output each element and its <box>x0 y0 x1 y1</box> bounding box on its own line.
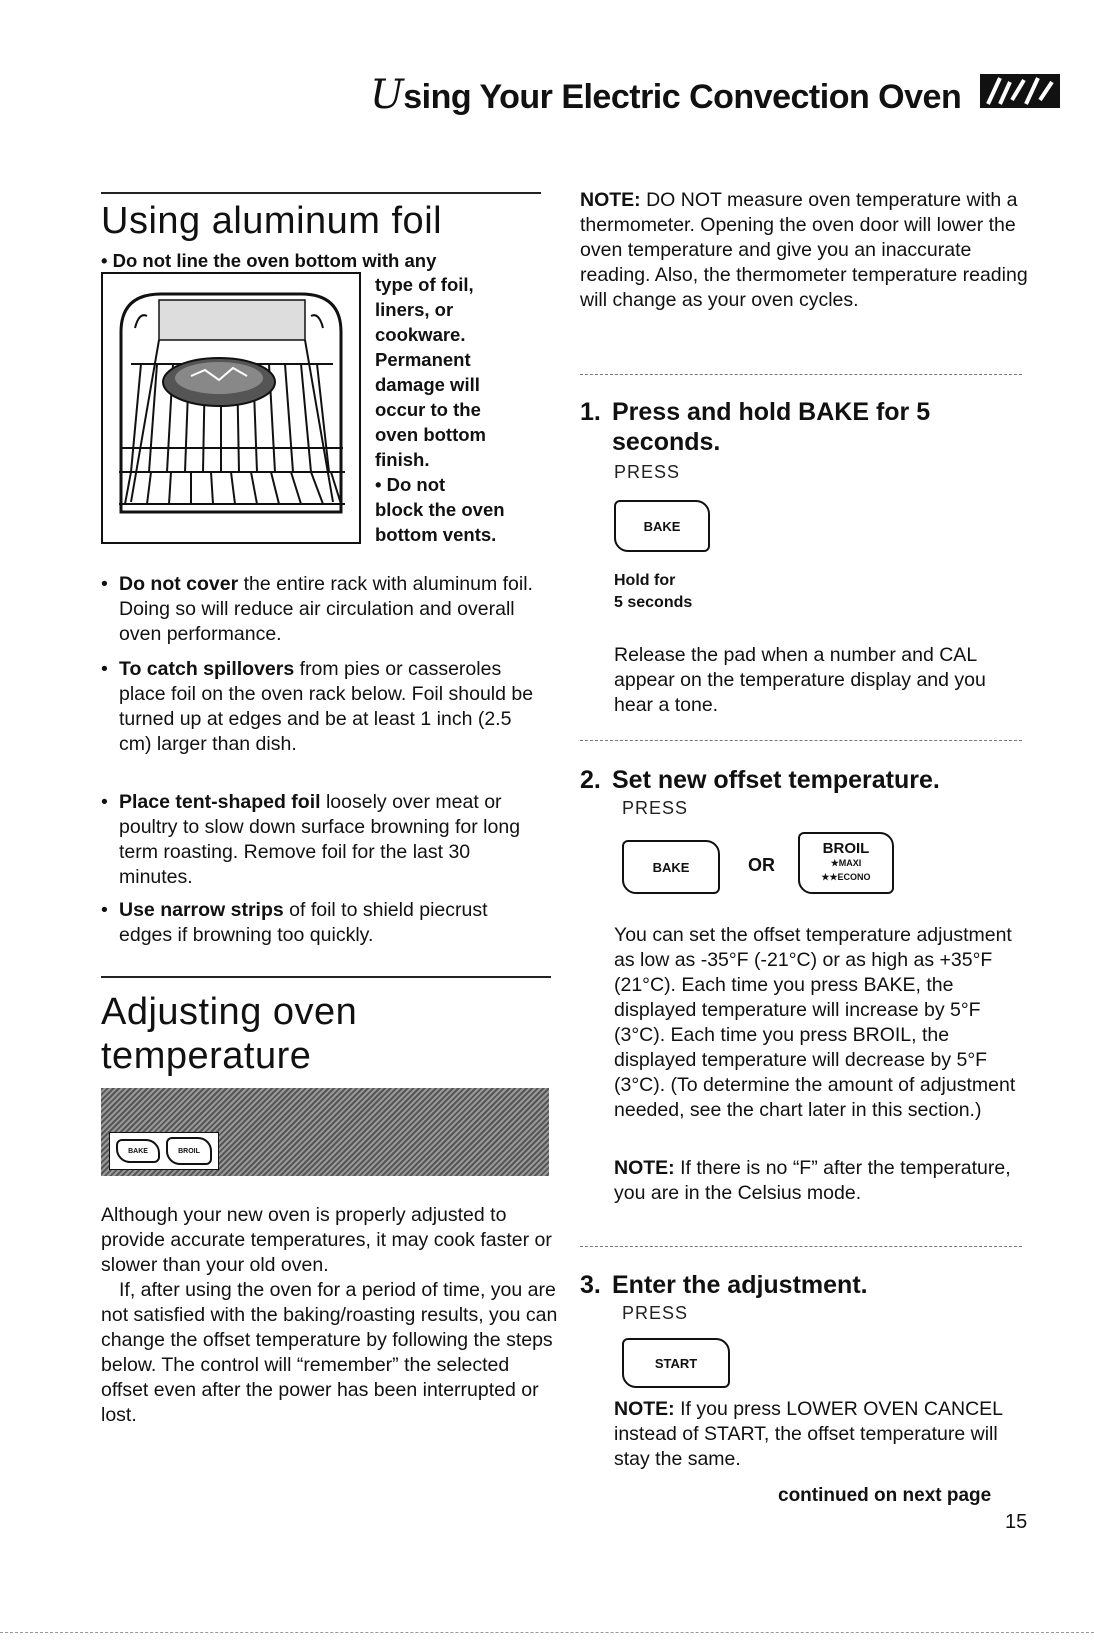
step3-number: 3. <box>580 1271 601 1299</box>
note-text: DO NOT measure oven temperature with a thermometer. Opening the oven door will lower the oven temperature and give you an inaccurate reading. Also, the thermometer temperature reading will change as your oven cycles. <box>580 189 1028 311</box>
bullet-text: of foil to shield piecrust edges if browning too quickly. <box>119 899 488 946</box>
note-celsius <box>614 1156 1014 1206</box>
bake-pad-button[interactable]: BAKE <box>614 500 710 552</box>
adjust-para1: Although your new oven is properly adjusted to provide accurate temperatures, it may cook faster or slower than your old oven. <box>101 1204 552 1276</box>
banner-pad-group <box>109 1132 219 1170</box>
foil-bullet-5: • Use narrow strips of foil to shield piecrust edges if browning too quickly. <box>101 899 488 946</box>
broil-pad-button[interactable] <box>798 832 894 894</box>
side-line: occur to the <box>375 399 481 420</box>
bullet-text: loosely over meat or poultry to slow down surface browning for long term roasting. Remove foil for the last 30 minutes. <box>119 791 521 888</box>
foil-bullet1-side <box>375 272 505 547</box>
side-line: bottom vents. <box>375 524 497 545</box>
step3-title: Enter the adjustment. <box>612 1271 868 1299</box>
header-title-rest: sing Your Electric Convection Oven <box>403 78 962 116</box>
foil-bullet-2: • Do not cover the entire rack with aluminum foil. Doing so will reduce air circulation and overall oven performance. <box>101 573 533 645</box>
foil-bullet-3: • To catch spillovers from pies or casseroles place foil on the oven rack below. Foil should be turned up at edges and be at least 1 inch (2.5 cm) larger than dish. <box>101 658 534 755</box>
adjust-heading-line1: Adjusting oven <box>101 991 358 1033</box>
adjust-heading <box>101 990 357 1078</box>
note-label: NOTE: <box>614 1157 675 1179</box>
step2-press-label: PRESS <box>622 798 689 818</box>
foil-bullet1-lead: • Do not line the oven bottom with any <box>101 250 437 271</box>
header-logo-icon <box>980 70 1060 110</box>
step1-title: Press and hold BAKE for 5 seconds. <box>612 398 931 456</box>
side-line: cookware. <box>375 324 466 345</box>
bullet-text: from pies or casseroles place foil on the oven rack below. Foil should be turned up at edges and be at least 1 inch (2.5 cm) larger than dish. <box>119 658 534 755</box>
step2-text: You can set the offset temperature adjustment as low as -35°F (-21°C) or as high as +35°F (21°C). Each time you press BAKE, the displayed temperature will increase by 5°F (3°C). Each time you press BROIL, the displayed temperature will decrease by 5°F (3°C). (To determine the amount of adjustment needed, see the chart later in this section.) <box>614 924 1016 1121</box>
step2-number: 2. <box>580 766 601 794</box>
side-line: type of foil, <box>375 274 474 295</box>
note-cancel <box>614 1397 1034 1472</box>
step1-text: Release the pad when a number and CAL appear on the temperature display and you hear a tone. <box>614 644 986 716</box>
bullet-text: the entire rack with aluminum foil. Doing so will reduce air circulation and overall oven performance. <box>119 573 533 645</box>
control-panel-banner <box>101 1088 549 1176</box>
note-thermometer <box>580 188 1030 313</box>
note-text: If you press LOWER OVEN CANCEL instead of START, the offset temperature will stay the same. <box>614 1398 1003 1470</box>
step-divider <box>580 740 1022 741</box>
bullet-lead: Use narrow strips <box>119 899 284 921</box>
note-label: NOTE: <box>614 1398 675 1420</box>
header-initial: U <box>370 72 404 118</box>
continued-note: continued on next page <box>778 1485 992 1506</box>
foil-bullet-4: • Place tent-shaped foil loosely over meat or poultry to slow down surface browning for long term roasting. Remove foil for the last 30 minutes. <box>101 791 521 888</box>
or-label: OR <box>748 855 775 875</box>
note-text: If there is no “F” after the temperature, you are in the Celsius mode. <box>614 1157 1011 1204</box>
bullet-lead: Place tent-shaped foil <box>119 791 321 813</box>
banner-bake-pad: BAKE <box>116 1139 160 1163</box>
side-line: oven bottom <box>375 424 486 445</box>
step3-press-label: PRESS <box>622 1303 689 1323</box>
side-line: liners, or <box>375 299 454 320</box>
bullet-lead: Do not cover <box>119 573 239 595</box>
page-bottom-edge <box>0 1632 1094 1633</box>
foil-heading: Using aluminum foil <box>101 200 443 242</box>
step1-number: 1. <box>580 398 601 426</box>
step2-title: Set new offset temperature. <box>612 766 940 794</box>
broil-pad-econo: ★★ECONO <box>821 872 871 882</box>
side-line: • Do not <box>375 474 446 495</box>
broil-pad-maxi: ★MAXI <box>830 858 862 868</box>
section-rule <box>101 976 551 978</box>
broil-pad-label: BROIL <box>822 840 870 857</box>
bake-pad-button[interactable]: BAKE <box>622 840 720 894</box>
page-header-title <box>370 72 961 118</box>
hold-line1: Hold for <box>614 572 676 589</box>
side-line: block the oven <box>375 499 505 520</box>
bullet-lead: To catch spillovers <box>119 658 295 680</box>
step-divider <box>580 374 1022 375</box>
hold-line2: 5 seconds <box>614 594 693 611</box>
side-line: damage will <box>375 374 480 395</box>
step1-press-label: PRESS <box>614 462 681 482</box>
adjust-para2: If, after using the oven for a period of time, you are not satisfied with the baking/roasting results, you can change the offset temperature by following the steps below. The control will “remember” the selected offset even after the power has been interrupted or lost. <box>101 1279 558 1426</box>
adjust-heading-line2: temperature <box>101 1035 312 1077</box>
banner-broil-pad: BROIL <box>166 1137 212 1165</box>
oven-illustration-icon <box>101 272 361 544</box>
side-line: finish. <box>375 449 430 470</box>
page-number: 15 <box>1005 1511 1028 1533</box>
section-rule <box>101 192 541 194</box>
side-line: Permanent <box>375 349 471 370</box>
start-pad-button[interactable]: START <box>622 1338 730 1388</box>
note-label: NOTE: <box>580 189 641 211</box>
step-divider <box>580 1246 1022 1247</box>
hold-instruction <box>614 570 692 614</box>
